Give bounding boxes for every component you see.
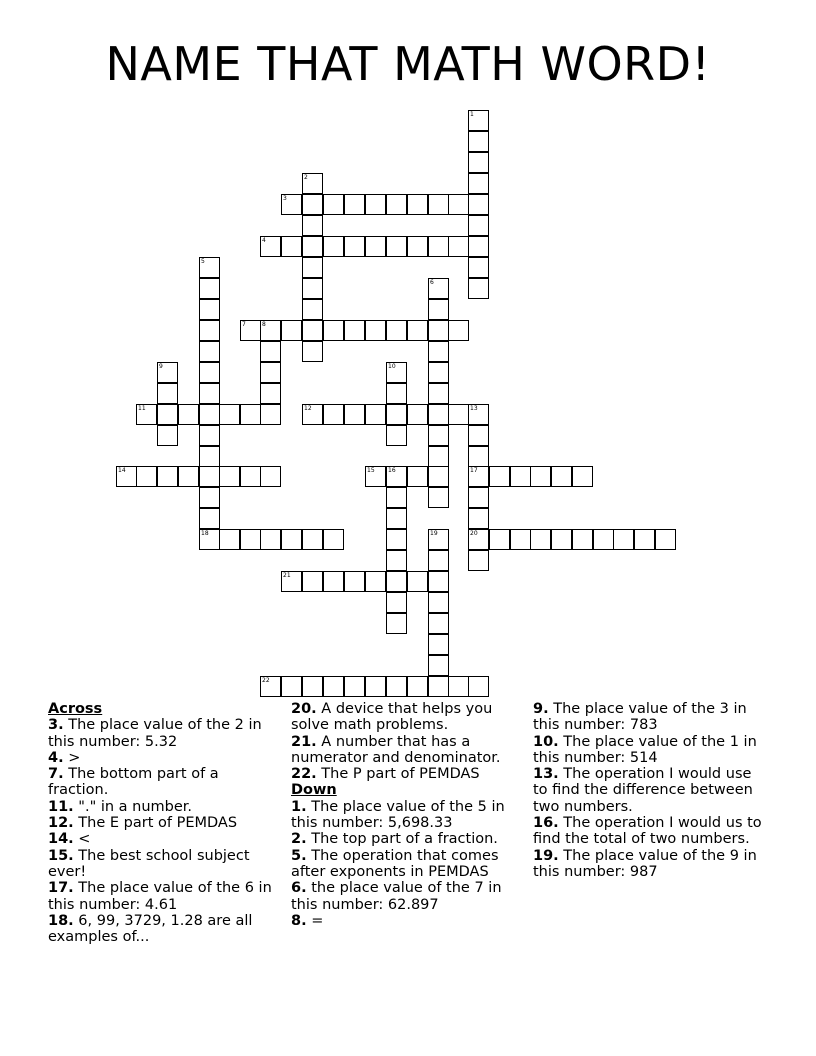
clue-item-text: The E part of PEMDAS: [78, 815, 238, 832]
crossword-cell[interactable]: [428, 676, 449, 697]
clue-number-15: 15: [367, 467, 375, 474]
crossword-cell[interactable]: [428, 446, 449, 467]
crossword-cell[interactable]: [386, 404, 407, 425]
crossword-cell[interactable]: [157, 466, 178, 487]
crossword-cell[interactable]: [407, 466, 428, 487]
clue-item: [291, 913, 513, 929]
clue-item: [533, 734, 765, 767]
crossword-cell[interactable]: [448, 194, 469, 215]
crossword-cell[interactable]: [281, 571, 302, 592]
crossword-cell[interactable]: [157, 362, 178, 383]
crossword-cell[interactable]: [302, 404, 323, 425]
crossword-cell[interactable]: [489, 529, 510, 550]
clue-item: [48, 831, 276, 847]
crossword-cell[interactable]: [240, 320, 261, 341]
clue-item-number: 17.: [48, 880, 74, 897]
crossword-cell[interactable]: [468, 404, 489, 425]
crossword-cell[interactable]: [386, 529, 407, 550]
crossword-cell[interactable]: [365, 236, 386, 257]
crossword-cell[interactable]: [468, 278, 489, 299]
crossword-cell[interactable]: [199, 320, 220, 341]
crossword-cell[interactable]: [219, 404, 240, 425]
crossword-cell[interactable]: [199, 278, 220, 299]
crossword-cell[interactable]: [260, 236, 281, 257]
section-heading: Across: [48, 701, 103, 717]
crossword-cell[interactable]: [386, 571, 407, 592]
clue-item-text: The bottom part of a fraction.: [48, 766, 219, 799]
clue-item-text: "." in a number.: [78, 798, 193, 815]
clue-item: [291, 880, 513, 913]
crossword-cell[interactable]: [302, 341, 323, 362]
crossword-cell[interactable]: [386, 592, 407, 613]
crossword-cell[interactable]: [199, 508, 220, 529]
crossword-cell[interactable]: [240, 404, 261, 425]
crossword-cell[interactable]: [468, 676, 489, 697]
crossword-cell[interactable]: [240, 466, 261, 487]
crossword-cell[interactable]: [260, 676, 281, 697]
crossword-cell[interactable]: [468, 215, 489, 236]
crossword-cell[interactable]: [344, 571, 365, 592]
crossword-cell[interactable]: [634, 529, 655, 550]
crossword-cell[interactable]: [468, 194, 489, 215]
crossword-cell[interactable]: [260, 362, 281, 383]
crossword-cell[interactable]: [157, 404, 178, 425]
crossword-cell[interactable]: [386, 425, 407, 446]
clue-number-3: 3: [283, 195, 287, 202]
clue-item-number: 13.: [533, 766, 559, 783]
clue-item: [48, 799, 276, 815]
crossword-cell[interactable]: [260, 320, 281, 341]
crossword-cell[interactable]: [302, 278, 323, 299]
crossword-cell[interactable]: [468, 529, 489, 550]
clue-item-text: The place value of the 3 in this number: 783: [533, 701, 747, 734]
clue-item-number: 19.: [533, 847, 559, 864]
crossword-cell[interactable]: [344, 320, 365, 341]
crossword-cell[interactable]: [428, 655, 449, 676]
crossword-cell[interactable]: [468, 508, 489, 529]
crossword-cell[interactable]: [468, 110, 489, 131]
clue-item: [291, 831, 513, 847]
clue-item-text: The operation that comes after exponents in PEMDAS: [291, 847, 499, 880]
clue-item-number: 5.: [291, 847, 307, 864]
clue-item-number: 16.: [533, 815, 559, 832]
clue-item: [291, 799, 513, 832]
crossword-cell[interactable]: [199, 529, 220, 550]
clue-number-2: 2: [304, 174, 308, 181]
clue-item-text: The place value of the 1 in this number: 514: [533, 733, 757, 766]
clue-number-5: 5: [201, 258, 205, 265]
crossword-cell[interactable]: [468, 550, 489, 571]
crossword-cell[interactable]: [572, 466, 593, 487]
clue-item-number: 4.: [48, 749, 64, 766]
crossword-cell[interactable]: [302, 320, 323, 341]
clue-number-6: 6: [430, 279, 434, 286]
crossword-cell[interactable]: [281, 676, 302, 697]
crossword-cell[interactable]: [428, 362, 449, 383]
clue-item-text: >: [68, 749, 81, 766]
crossword-cell[interactable]: [428, 571, 449, 592]
clue-item-text: The operation I would us to find the total of two numbers.: [533, 815, 762, 848]
crossword-cell[interactable]: [386, 466, 407, 487]
crossword-cell[interactable]: [407, 404, 428, 425]
crossword-cell[interactable]: [199, 383, 220, 404]
crossword-cell[interactable]: [116, 466, 137, 487]
clue-item: [48, 848, 276, 881]
crossword-cell[interactable]: [199, 466, 220, 487]
crossword-cell[interactable]: [365, 466, 386, 487]
clue-item-text: The top part of a fraction.: [311, 831, 498, 848]
clue-item-text: 6, 99, 3729, 1.28 are all examples of...: [48, 912, 253, 946]
crossword-cell[interactable]: [386, 320, 407, 341]
crossword-cell[interactable]: [302, 173, 323, 194]
crossword-cell[interactable]: [551, 466, 572, 487]
crossword-cell[interactable]: [178, 466, 199, 487]
crossword-cell[interactable]: [448, 320, 469, 341]
clue-item: [48, 750, 276, 766]
crossword-cell[interactable]: [302, 571, 323, 592]
crossword-cell[interactable]: [428, 529, 449, 550]
clue-number-17: 17: [470, 467, 478, 474]
clue-item-text: The operation I would use to find the difference between two numbers.: [533, 766, 753, 815]
clue-item-number: 12.: [48, 815, 74, 832]
crossword-cell[interactable]: [407, 571, 428, 592]
crossword-cell[interactable]: [428, 236, 449, 257]
crossword-cell[interactable]: [468, 257, 489, 278]
clue-number-4: 4: [262, 237, 266, 244]
crossword-cell[interactable]: [323, 571, 344, 592]
crossword-cell[interactable]: [302, 676, 323, 697]
clue-item-number: 15.: [48, 847, 74, 864]
clue-item-number: 8.: [291, 912, 307, 929]
clue-item: [48, 815, 276, 831]
crossword-cell[interactable]: [428, 466, 449, 487]
clue-item-number: 7.: [48, 766, 64, 783]
crossword-cell[interactable]: [260, 341, 281, 362]
crossword-cell[interactable]: [136, 466, 157, 487]
crossword-cell[interactable]: [136, 404, 157, 425]
clue-number-7: 7: [242, 321, 246, 328]
clue-item: [533, 815, 765, 848]
crossword-cell[interactable]: [510, 466, 531, 487]
clue-number-9: 9: [159, 363, 163, 370]
clue-item-number: 18.: [48, 912, 74, 929]
crossword-cell[interactable]: [468, 466, 489, 487]
crossword-cell[interactable]: [468, 446, 489, 467]
clue-number-1: 1: [470, 111, 474, 118]
crossword-cell[interactable]: [407, 236, 428, 257]
clue-number-16: 16: [388, 467, 396, 474]
crossword-cell[interactable]: [386, 383, 407, 404]
clue-item-text: <: [78, 831, 91, 848]
crossword-cell[interactable]: [219, 466, 240, 487]
crossword-cell[interactable]: [386, 613, 407, 634]
clue-item-number: 3.: [48, 717, 64, 734]
crossword-cell[interactable]: [428, 383, 449, 404]
clue-item-number: 9.: [533, 701, 549, 717]
crossword-cell[interactable]: [428, 194, 449, 215]
section-heading: Down: [291, 782, 337, 799]
crossword-cell[interactable]: [199, 257, 220, 278]
crossword-cell[interactable]: [281, 320, 302, 341]
crossword-cell[interactable]: [386, 550, 407, 571]
clue-item-number: 11.: [48, 798, 74, 815]
clue-item: [291, 766, 513, 782]
clue-item: [533, 701, 765, 734]
clue-item: [48, 717, 276, 750]
crossword-cell[interactable]: [468, 236, 489, 257]
crossword-cell[interactable]: [365, 320, 386, 341]
crossword-cell[interactable]: [323, 194, 344, 215]
clue-item-number: 10.: [533, 733, 559, 750]
crossword-cell[interactable]: [323, 320, 344, 341]
clue-number-19: 19: [430, 530, 438, 537]
clue-item: [48, 766, 276, 799]
crossword-cell[interactable]: [302, 299, 323, 320]
crossword-cell[interactable]: [386, 236, 407, 257]
crossword-cell[interactable]: [530, 466, 551, 487]
crossword-cell[interactable]: [302, 194, 323, 215]
clue-item: [533, 848, 765, 881]
crossword-cell[interactable]: [468, 173, 489, 194]
crossword-cell[interactable]: [323, 676, 344, 697]
crossword-cell[interactable]: [530, 529, 551, 550]
crossword-cell[interactable]: [428, 487, 449, 508]
crossword-cell[interactable]: [428, 634, 449, 655]
crossword-cell[interactable]: [302, 529, 323, 550]
crossword-cell[interactable]: [407, 676, 428, 697]
clue-item-number: 14.: [48, 831, 74, 848]
crossword-cell[interactable]: [386, 676, 407, 697]
crossword-cell[interactable]: [510, 529, 531, 550]
clue-item-text: =: [311, 912, 324, 929]
crossword-cell[interactable]: [428, 550, 449, 571]
crossword-cell[interactable]: [448, 676, 469, 697]
clue-item: [291, 734, 513, 767]
crossword-cell[interactable]: [448, 236, 469, 257]
crossword-cell[interactable]: [468, 425, 489, 446]
clue-number-22: 22: [262, 677, 270, 684]
clue-item: [291, 848, 513, 881]
clue-column-1: [48, 701, 276, 945]
clue-item-number: 1.: [291, 798, 307, 815]
crossword-cell[interactable]: [428, 299, 449, 320]
crossword-cell[interactable]: [199, 487, 220, 508]
crossword-cell[interactable]: [199, 446, 220, 467]
crossword-cell[interactable]: [428, 425, 449, 446]
crossword-cell[interactable]: [281, 529, 302, 550]
crossword-cell[interactable]: [199, 425, 220, 446]
clue-number-18: 18: [201, 530, 209, 537]
crossword-cell[interactable]: [386, 508, 407, 529]
crossword-cell[interactable]: [428, 404, 449, 425]
clue-item: [48, 880, 276, 913]
crossword-cell[interactable]: [344, 236, 365, 257]
clue-item: [533, 766, 765, 815]
clue-item-text: The P part of PEMDAS: [321, 766, 480, 783]
crossword-cell[interactable]: [428, 592, 449, 613]
clue-item-number: 20.: [291, 701, 317, 717]
clue-item-text: The best school subject ever!: [48, 847, 250, 880]
crossword-cell[interactable]: [219, 529, 240, 550]
clue-column-2: [291, 701, 513, 929]
crossword-cell[interactable]: [323, 236, 344, 257]
clue-item-text: the place value of the 7 in this number: 62.897: [291, 880, 502, 913]
clue-number-11: 11: [138, 405, 146, 412]
crossword-cell[interactable]: [468, 131, 489, 152]
crossword-cell[interactable]: [365, 571, 386, 592]
crossword-cell[interactable]: [344, 404, 365, 425]
crossword-cell[interactable]: [281, 194, 302, 215]
crossword-cell[interactable]: [199, 362, 220, 383]
crossword-cell[interactable]: [572, 529, 593, 550]
crossword-cell[interactable]: [613, 529, 634, 550]
crossword-cell[interactable]: [386, 194, 407, 215]
clue-item-text: The place value of the 5 in this number: 5,698.33: [291, 798, 505, 832]
clue-number-20: 20: [470, 530, 478, 537]
crossword-cell[interactable]: [157, 425, 178, 446]
crossword-cell[interactable]: [344, 194, 365, 215]
clue-item-text: The place value of the 9 in this number: 987: [533, 847, 757, 880]
page-title: NAME THAT MATH WORD!: [105, 37, 711, 91]
crossword-cell[interactable]: [302, 236, 323, 257]
crossword-cell[interactable]: [344, 676, 365, 697]
crossword-cell[interactable]: [260, 383, 281, 404]
crossword-cell[interactable]: [386, 362, 407, 383]
crossword-cell[interactable]: [260, 466, 281, 487]
crossword-cell[interactable]: [448, 404, 469, 425]
crossword-cell[interactable]: [323, 404, 344, 425]
clue-item-number: 22.: [291, 766, 317, 783]
crossword-cell[interactable]: [386, 487, 407, 508]
crossword-cell[interactable]: [157, 383, 178, 404]
crossword-cell[interactable]: [178, 404, 199, 425]
clue-item-number: 2.: [291, 831, 307, 848]
crossword-cell[interactable]: [199, 404, 220, 425]
crossword-cell[interactable]: [428, 613, 449, 634]
crossword-cell[interactable]: [365, 194, 386, 215]
clue-item: [291, 701, 513, 734]
crossword-cell[interactable]: [407, 320, 428, 341]
crossword-cell[interactable]: [323, 529, 344, 550]
clue-item-text: The place value of the 2 in this number: 5.32: [48, 717, 262, 750]
crossword-cell[interactable]: [302, 215, 323, 236]
clue-column-3: [533, 701, 765, 880]
crossword-cell[interactable]: [551, 529, 572, 550]
crossword-cell[interactable]: [407, 194, 428, 215]
crossword-cell[interactable]: [281, 236, 302, 257]
clue-item-number: 6.: [291, 880, 307, 897]
clue-item-text: A number that has a numerator and denominator.: [291, 733, 501, 766]
crossword-cell[interactable]: [365, 676, 386, 697]
crossword-cell[interactable]: [428, 278, 449, 299]
crossword-cell[interactable]: [199, 341, 220, 362]
clue-number-14: 14: [118, 467, 126, 474]
clue-number-10: 10: [388, 363, 396, 370]
crossword-cell[interactable]: [199, 299, 220, 320]
crossword-cell[interactable]: [655, 529, 676, 550]
crossword-cell[interactable]: [365, 404, 386, 425]
clue-number-12: 12: [304, 405, 312, 412]
crossword-cell[interactable]: [260, 404, 281, 425]
clue-item-text: A device that helps you solve math problems.: [291, 701, 493, 734]
crossword-cell[interactable]: [468, 152, 489, 173]
crossword-cell[interactable]: [593, 529, 614, 550]
crossword-cell[interactable]: [240, 529, 261, 550]
crossword-cell[interactable]: [489, 466, 510, 487]
clue-number-13: 13: [470, 405, 478, 412]
crossword-cell[interactable]: [428, 341, 449, 362]
crossword-cell[interactable]: [468, 487, 489, 508]
clue-number-21: 21: [283, 572, 291, 579]
clue-item-number: 21.: [291, 733, 317, 750]
crossword-cell[interactable]: [302, 257, 323, 278]
clue-item-text: The place value of the 6 in this number: 4.61: [48, 880, 272, 913]
clue-number-8: 8: [262, 321, 266, 328]
clue-item: [48, 913, 276, 946]
crossword-cell[interactable]: [428, 320, 449, 341]
crossword-cell[interactable]: [260, 529, 281, 550]
